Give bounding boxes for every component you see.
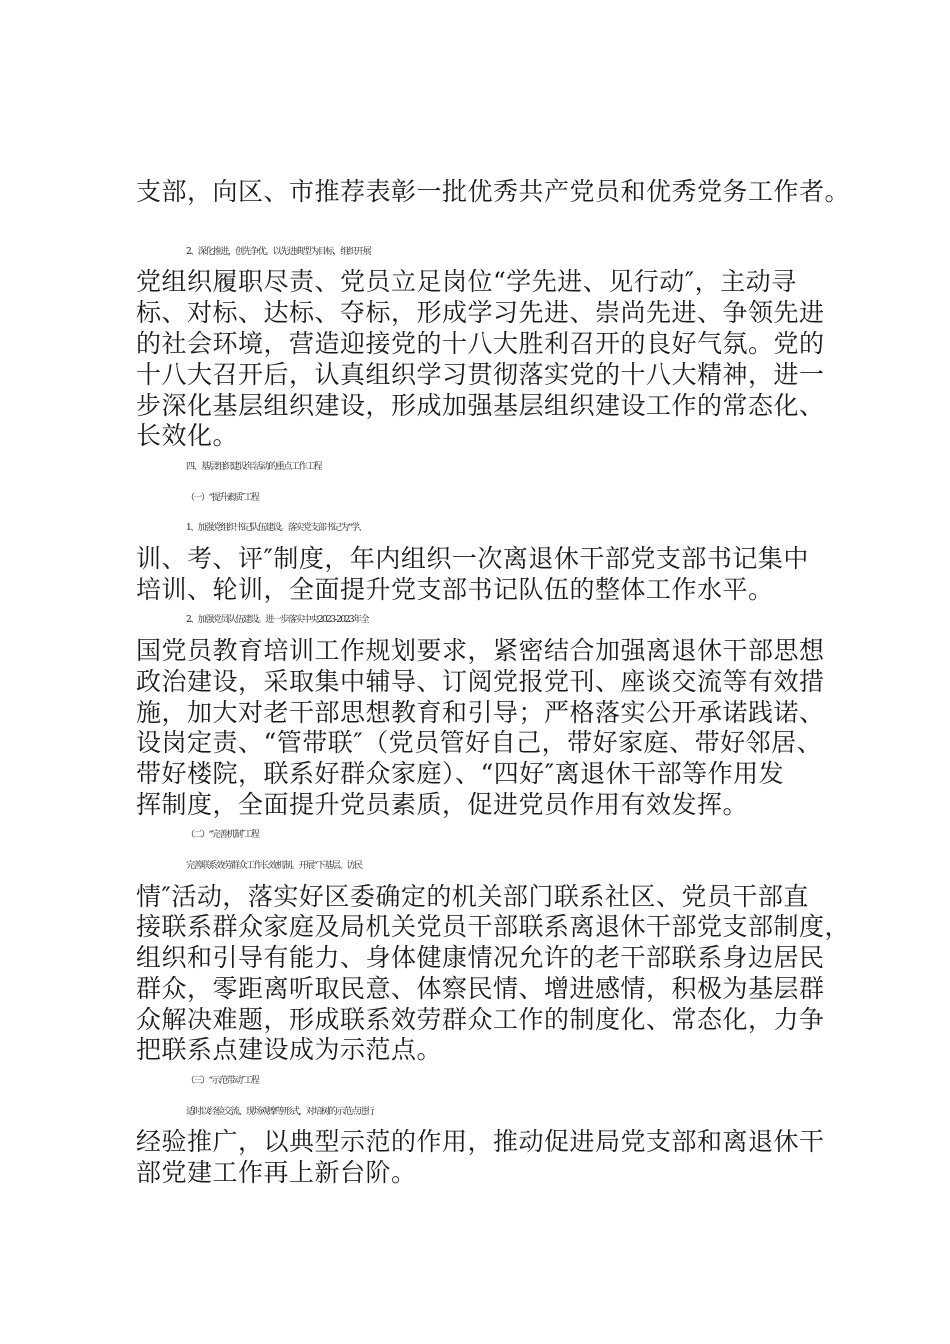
- subsection-heading: （一）“提升素质″工程: [186, 493, 259, 503]
- text-line: 培训、轮训，全面提升党支部书记队伍的整体工作水平。: [136, 575, 774, 604]
- text-line: 标、对标、达标、夺标，形成学习先进、崇尚先进、争领先进: [136, 298, 825, 327]
- text-line: 2、深化推进，创先争优。以先进典型为目标，组织开展: [186, 247, 371, 257]
- text-line: 的社会环境，营造迎接党的十八大胜利召开的良好气氛。党的: [136, 329, 825, 358]
- text-line: 十八大召开后，认真组织学习贯彻落实党的十八大精神，进一: [136, 360, 825, 389]
- text-line: 训、考、评″制度，年内组织一次离退休干部党支部书记集中: [136, 544, 809, 573]
- text-line: 施，加大对老干部思想教育和引导；严格落实公开承诺践诺、: [136, 698, 825, 727]
- section-heading: 四、基层组织建设年活动的重点工作工程: [186, 462, 322, 472]
- text-line: 步深化基层组织建设，形成加强基层组织建设工作的常态化、: [136, 391, 825, 420]
- text-line: 情″活动，落实好区委确定的机关部门联系社区、党员干部直: [136, 882, 809, 911]
- text-line: 完善联系效劳群众工作长效机制。开展“下基层、访民: [186, 861, 362, 871]
- text-line: 长效化。: [136, 421, 239, 450]
- text-line: 部党建工作再上新台阶。: [136, 1158, 417, 1187]
- text-line: 政治建设，采取集中辅导、订阅党报党刊、座谈交流等有效措: [136, 667, 825, 696]
- text-line: 支部，向区、市推荐表彰一批优秀共产党员和优秀党务工作者。: [136, 177, 851, 206]
- text-line: 设岗定责、“管带联″（党员管好自己，带好家庭、带好邻居、: [136, 728, 823, 757]
- subsection-heading: （二）“完善机制″工程: [186, 830, 259, 840]
- text-line: 党组织履职尽责、党员立足岗位“学先进、见行动″，主动寻: [136, 267, 797, 296]
- text-line: 2、加强党员队伍建设。进一步落实中央2023-2023年全: [186, 615, 369, 625]
- text-line: 国党员教育培训工作规划要求，紧密结合加强离退休干部思想: [136, 636, 825, 665]
- subsection-heading: （三）“示范带动″工程: [186, 1076, 259, 1086]
- text-line: 把联系点建设成为示范点。: [136, 1035, 443, 1064]
- text-line: 众解决难题，形成联系效劳群众工作的制度化、常态化，力争: [136, 1005, 825, 1034]
- text-line: 1、加强党组织书记队伍建设。落实党支部书记为“学、: [186, 523, 366, 533]
- text-line: 带好楼院，联系好群众家庭）、“四好″离退休干部等作用发: [136, 759, 785, 788]
- text-line: 适时以经验交流、现场观摩等形式，对培树的示范点进行: [186, 1107, 374, 1117]
- text-line: 接联系群众家庭及局机关党员干部联系离退休干部党支部制度，: [136, 912, 851, 941]
- text-line: 经验推广，以典型示范的作用，推动促进局党支部和离退休干: [136, 1127, 825, 1156]
- text-line: 挥制度，全面提升党员素质，促进党员作用有效发挥。: [136, 790, 749, 819]
- text-line: 组织和引导有能力、身体健康情况允许的老干部联系身边居民: [136, 943, 825, 972]
- text-line: 群众，零距离听取民意、体察民情、增进感情，积极为基层群: [136, 974, 825, 1003]
